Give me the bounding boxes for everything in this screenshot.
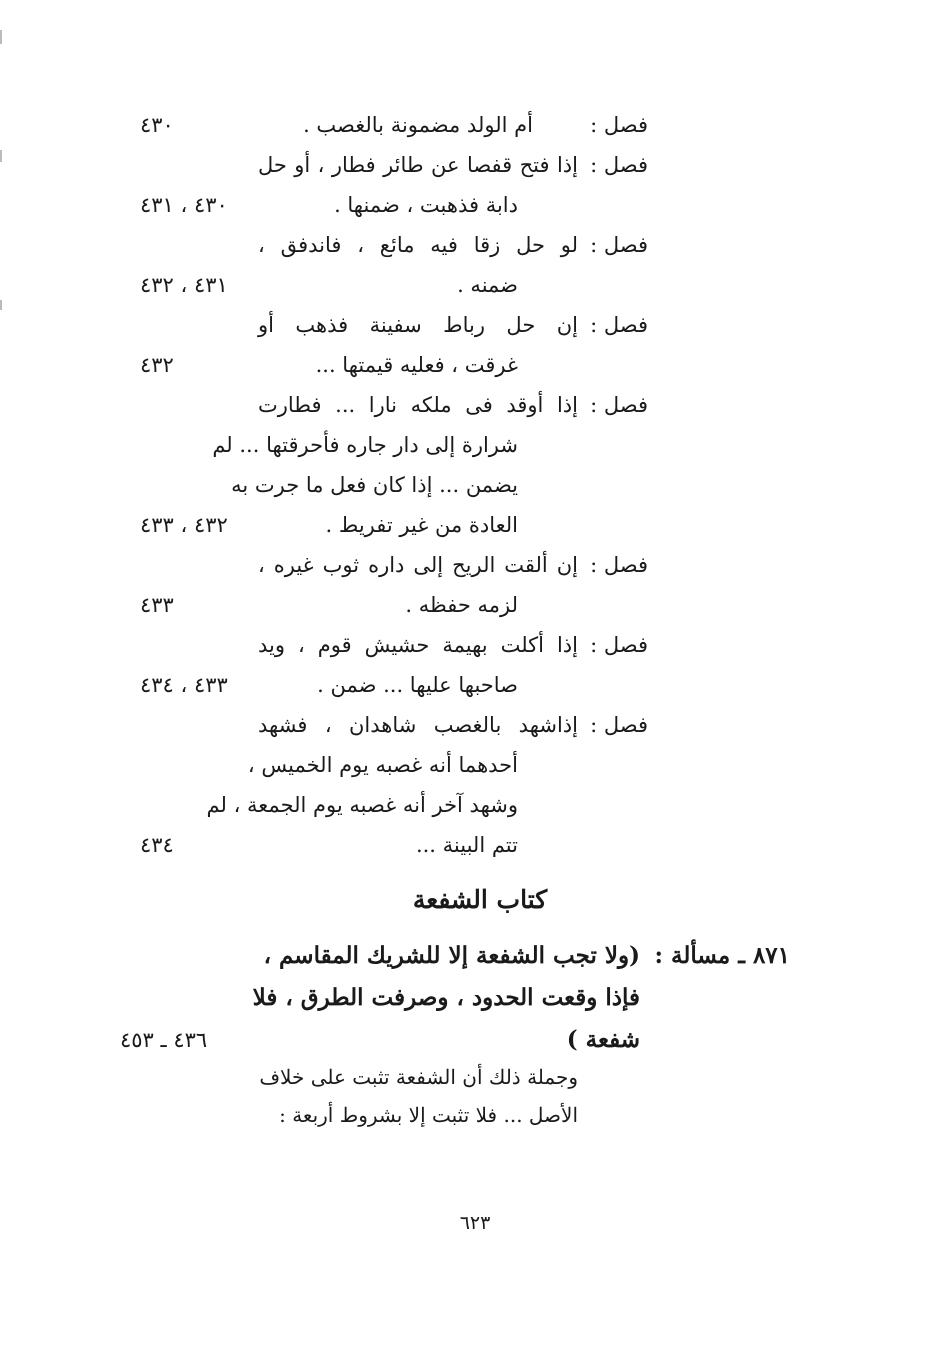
fasl-label: فصل : [590,393,648,417]
fasl-text [258,105,578,145]
page-reference: ٤٣٣ ، ٤٣٤ [140,673,228,697]
fasl-label: فصل : [590,553,648,577]
fasl-text-line: لزمه حفظه . [405,593,518,617]
explanation-text [258,1058,578,1134]
fasl-text [258,145,578,225]
page-reference: ٤٣٦ ـ ٤٥٣ [120,1028,208,1052]
fasl-text [258,225,578,305]
masala-text-line: شفعة ) [566,1026,640,1053]
fasl-label: فصل : [590,153,648,177]
scan-edge-mark [0,150,2,162]
fasl-text-line: غرقت ، فعليه قيمتها ... [315,353,518,377]
section-heading: كتاب الشفعة [412,885,548,914]
fasl-label: فصل : [590,313,648,337]
masala-text [252,935,640,1061]
scan-edge-mark [0,30,2,44]
fasl-text-line: إذا فتح قفصا عن طائر فطار ، أو حل [258,153,578,177]
masala-number: ٨٧١ ـ مسألة : [654,942,790,969]
page-reference: ٤٣٠ [140,113,174,137]
fasl-text-line: إذاشهد بالغصب شاهدان ، فشهد [258,713,578,737]
fasl-text-line: إن حل رباط سفينة فذهب أو [258,313,578,337]
masala-text-line: (ولا تجب الشفعة إلا للشريك المقاسم ، [263,942,640,969]
fasl-text [212,385,578,545]
fasl-text [258,625,578,705]
fasl-label: فصل : [590,713,648,737]
fasl-text [258,545,578,625]
page-reference: ٤٣٤ [140,833,174,857]
fasl-text-line: أحدهما أنه غصبه يوم الخميس ، [247,753,518,777]
fasl-text [206,705,578,865]
fasl-text-line: يضمن ... إذا كان فعل ما جرت به [231,473,518,497]
fasl-label: فصل : [590,113,648,137]
fasl-text-line: إن ألقت الريح إلى داره ثوب غيره ، [258,553,578,577]
scan-edge-mark [0,300,2,310]
fasl-text-line: أم الولد مضمونة بالغصب . [303,113,533,137]
fasl-text-line: إذا أوقد فى ملكه نارا ... فطارت [258,393,578,417]
fasl-text-line: ضمنه . [457,273,518,297]
fasl-text-line: العادة من غير تفريط . [325,513,518,537]
page-reference: ٤٣٠ ، ٤٣١ [140,193,228,217]
fasl-label: فصل : [590,233,648,257]
masala-text-line: فإذا وقعت الحدود ، وصرفت الطرق ، فلا [252,984,640,1011]
page-number: ٦٢٣ [459,1212,491,1234]
fasl-text-line: لو حل زقا فيه مائع ، فاندفق ، [258,233,578,257]
page-reference: ٤٣١ ، ٤٣٢ [140,273,228,297]
fasl-label: فصل : [590,633,648,657]
explanation-line: الأصل ... فلا تثبت إلا بشروط أربعة : [279,1103,578,1127]
fasl-text [258,305,578,385]
explanation-line: وجملة ذلك أن الشفعة تثبت على خلاف [259,1065,578,1089]
page-reference: ٤٣٣ [140,593,174,617]
fasl-text-line: دابة فذهبت ، ضمنها . [334,193,518,217]
fasl-text-line: تتم البينة ... [415,833,518,857]
fasl-text-line: إذا أكلت بهيمة حشيش قوم ، ويد [258,633,578,657]
page-reference: ٤٣٢ [140,353,174,377]
fasl-text-line: شرارة إلى دار جاره فأحرقتها ... لم [212,433,518,457]
fasl-text-line: صاحبها عليها ... ضمن . [317,673,518,697]
page-reference: ٤٣٢ ، ٤٣٣ [140,513,228,537]
fasl-text-line: وشهد آخر أنه غصبه يوم الجمعة ، لم [206,793,518,817]
